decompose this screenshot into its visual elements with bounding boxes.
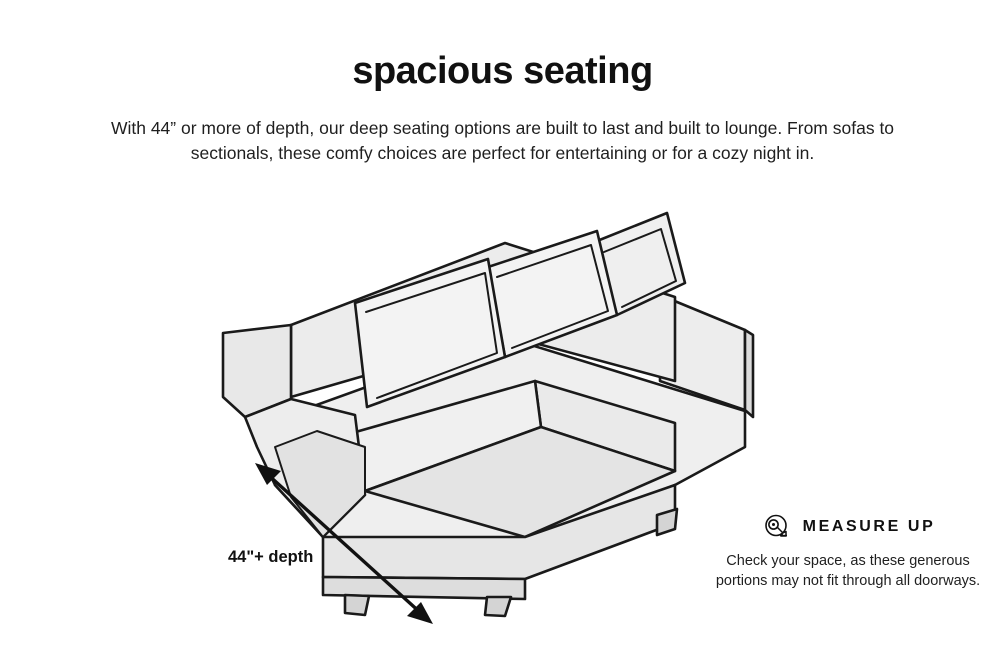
measure-up-header — [713, 512, 983, 542]
page-subcopy: With 44” or more of depth, our deep seating options are built to last and built to lounge. From sofas to sectionals, these comfy choices are perfect for entertaining or for a cozy night in. — [110, 118, 895, 164]
tape-measure-icon — [761, 512, 791, 542]
measure-up-note: Check your space, as these generous portions may not fit through all doorways. — [715, 553, 981, 589]
measure-up-block — [713, 512, 983, 591]
depth-label: 44"+ depth — [228, 548, 314, 566]
measure-up-title: MEASURE UP — [802, 518, 936, 535]
page-title: spacious seating — [352, 50, 653, 92]
